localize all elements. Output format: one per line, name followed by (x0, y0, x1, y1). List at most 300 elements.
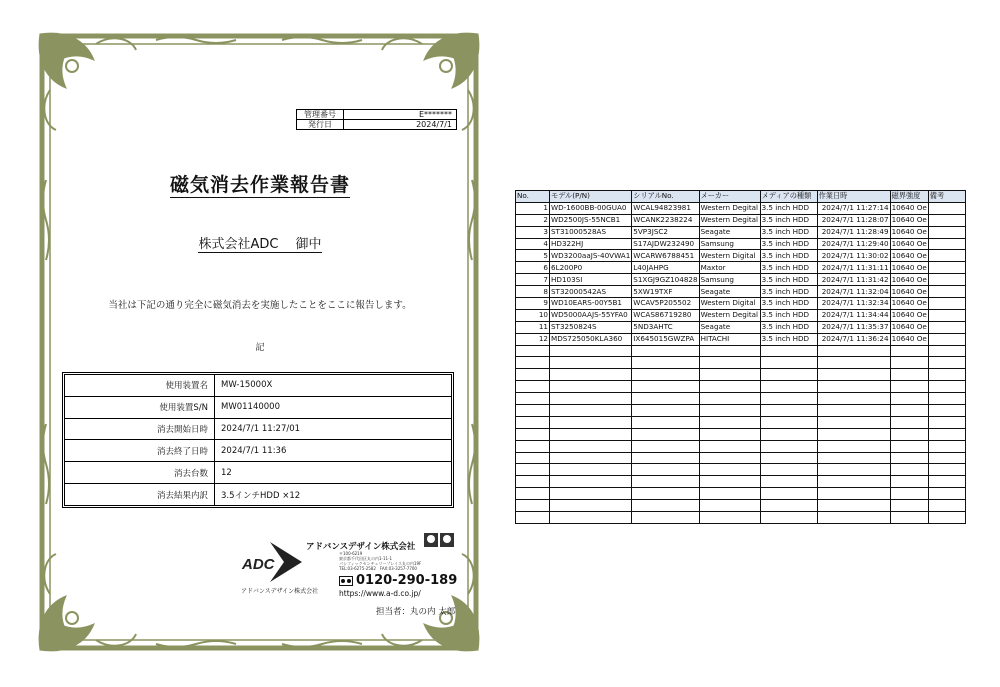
cell-datetime: 2024/7/1 11:31:11 (817, 262, 890, 274)
cell-maker: HITACHI (699, 333, 760, 345)
empty-cell (890, 381, 928, 393)
empty-cell (928, 345, 965, 357)
empty-cell (550, 416, 632, 428)
cell-serial: S17AJDW232490 (632, 238, 699, 250)
empty-cell (699, 393, 760, 405)
cell-field-strength: 10640 Oe (891, 286, 927, 296)
cell-remarks (928, 309, 965, 321)
cell-serial: 5XW19TXF (632, 286, 699, 298)
cell-no: 5 (516, 250, 550, 262)
empty-table-row (516, 369, 966, 381)
empty-cell (928, 405, 965, 417)
management-number-value: E******* (344, 110, 457, 120)
empty-cell (760, 500, 817, 512)
cell-no: 12 (516, 333, 550, 345)
empty-cell (817, 476, 890, 488)
cell-model: HD322HJ (550, 238, 632, 250)
empty-cell (699, 357, 760, 369)
empty-table-row (516, 416, 966, 428)
cell-model: ST31000528AS (550, 226, 632, 238)
management-info-table (296, 109, 457, 130)
issue-date-row (297, 120, 457, 130)
empty-table-row (516, 512, 966, 524)
empty-cell (760, 512, 817, 524)
cell-serial: 5VP3JSC2 (632, 226, 699, 238)
empty-cell (760, 476, 817, 488)
detail-label: 消去開始日時 (65, 418, 215, 440)
empty-cell (817, 369, 890, 381)
cell-maker: Seagate (699, 226, 760, 238)
cell-field-strength: 10640 Oe (891, 250, 927, 260)
empty-cell (760, 345, 817, 357)
cell-model: MDS725050KLA360 (550, 333, 632, 345)
empty-cell (699, 512, 760, 524)
detail-label: 消去結果内訳 (65, 484, 215, 506)
cell-datetime: 2024/7/1 11:27:14 (817, 202, 890, 214)
cell-datetime: 2024/7/1 11:28:49 (817, 226, 890, 238)
cell-serial: WCANK2238224 (632, 214, 699, 226)
empty-cell (760, 405, 817, 417)
detail-row (65, 418, 452, 440)
empty-cell (817, 452, 890, 464)
empty-cell (516, 345, 550, 357)
empty-cell (550, 381, 632, 393)
cell-datetime: 2024/7/1 11:34:44 (817, 309, 890, 321)
empty-cell (817, 464, 890, 476)
cell-remarks (928, 321, 965, 333)
empty-cell (928, 357, 965, 369)
empty-cell (928, 381, 965, 393)
cell-maker: Western Digital (699, 250, 760, 262)
empty-table-row (516, 488, 966, 500)
empty-cell (699, 345, 760, 357)
column-header-maker: メーカー (699, 191, 760, 203)
empty-cell (699, 500, 760, 512)
cell-media: 3.5 inch HDD (760, 250, 817, 262)
empty-cell (817, 512, 890, 524)
empty-cell (817, 357, 890, 369)
table-row (516, 250, 966, 262)
empty-cell (516, 512, 550, 524)
company-address (339, 551, 421, 571)
cell-media: 3.5 inch HDD (760, 321, 817, 333)
empty-cell (516, 416, 550, 428)
empty-cell (550, 476, 632, 488)
cell-remarks (928, 238, 965, 250)
empty-cell (928, 464, 965, 476)
empty-cell (632, 393, 699, 405)
empty-cell (516, 381, 550, 393)
empty-cell (760, 452, 817, 464)
cell-datetime: 2024/7/1 11:29:40 (817, 238, 890, 250)
empty-cell (817, 416, 890, 428)
table-row (516, 238, 966, 250)
cell-media: 3.5 inch HDD (760, 309, 817, 321)
cell-media: 3.5 inch HDD (760, 298, 817, 310)
issue-date-label: 発行日 (297, 120, 344, 130)
empty-cell (550, 452, 632, 464)
empty-cell (928, 452, 965, 464)
table-row (516, 226, 966, 238)
empty-cell (760, 464, 817, 476)
cell-remarks (928, 274, 965, 286)
empty-cell (890, 345, 928, 357)
empty-cell (516, 452, 550, 464)
cell-media: 3.5 inch HDD (760, 226, 817, 238)
cell-field-strength: 10640 Oe (891, 298, 927, 308)
cell-serial: L40JAHPG (632, 262, 699, 274)
empty-cell (699, 452, 760, 464)
device-list-body (516, 202, 966, 523)
detail-value: MW01140000 (215, 396, 452, 418)
addressee-wrap (0, 233, 520, 252)
cell-model: WD10EARS-00Y5B1 (550, 298, 632, 310)
cell-serial: WCARW6788451 (632, 250, 699, 262)
empty-cell (699, 381, 760, 393)
cell-serial: WCAS86719280 (632, 309, 699, 321)
empty-cell (817, 500, 890, 512)
cell-no: 3 (516, 226, 550, 238)
empty-cell (760, 416, 817, 428)
management-number-row (297, 110, 457, 120)
cell-no: 1 (516, 202, 550, 214)
cell-remarks (928, 333, 965, 345)
company-name: アドバンスデザイン株式会社 (306, 542, 416, 552)
empty-cell (699, 488, 760, 500)
cell-datetime: 2024/7/1 11:30:02 (817, 250, 890, 262)
empty-cell (760, 440, 817, 452)
empty-cell (928, 416, 965, 428)
empty-cell (699, 405, 760, 417)
empty-cell (632, 512, 699, 524)
empty-cell (632, 428, 699, 440)
empty-cell (516, 369, 550, 381)
empty-table-row (516, 452, 966, 464)
empty-cell (516, 464, 550, 476)
cell-datetime: 2024/7/1 11:28:07 (817, 214, 890, 226)
empty-cell (928, 428, 965, 440)
empty-cell (928, 512, 965, 524)
cell-datetime: 2024/7/1 11:31:42 (817, 274, 890, 286)
address-line: TEL:03-6275-2582 FAX:03-3257-7700 (339, 566, 417, 571)
cell-field-strength: 10640 Oe (891, 203, 927, 213)
empty-cell (550, 369, 632, 381)
empty-cell (550, 405, 632, 417)
empty-cell (817, 345, 890, 357)
cell-model: ST32000542AS (550, 286, 632, 298)
company-tel: 0120-290-189 (356, 573, 458, 588)
cell-maker: Samsung (699, 274, 760, 286)
cell-model: 6L200P0 (550, 262, 632, 274)
empty-cell (516, 405, 550, 417)
cell-model: HD103SI (550, 274, 632, 286)
free-dial-icon (339, 576, 353, 586)
detail-value: 12 (215, 462, 452, 484)
column-header-media: メディアの種類 (760, 191, 817, 203)
cell-remarks (928, 250, 965, 262)
empty-cell (928, 488, 965, 500)
cell-datetime: 2024/7/1 11:32:34 (817, 298, 890, 310)
empty-cell (928, 500, 965, 512)
empty-cell (632, 405, 699, 417)
detail-row (65, 462, 452, 484)
empty-cell (817, 381, 890, 393)
cell-no: 9 (516, 298, 550, 310)
issue-date-value: 2024/7/1 (344, 120, 457, 130)
empty-cell (632, 416, 699, 428)
empty-table-row (516, 428, 966, 440)
table-row (516, 321, 966, 333)
empty-cell (760, 393, 817, 405)
empty-cell (632, 345, 699, 357)
empty-cell (550, 428, 632, 440)
cell-datetime: 2024/7/1 11:32:04 (817, 286, 890, 298)
empty-cell (890, 393, 928, 405)
detail-value: 2024/7/1 11:36 (215, 440, 452, 462)
empty-cell (890, 440, 928, 452)
empty-table-row (516, 345, 966, 357)
empty-cell (516, 500, 550, 512)
empty-cell (550, 357, 632, 369)
management-number-label: 管理番号 (297, 110, 344, 120)
empty-cell (699, 464, 760, 476)
cell-datetime: 2024/7/1 11:35:37 (817, 321, 890, 333)
cell-field-strength: 10640 Oe (891, 322, 927, 332)
detail-row (65, 375, 452, 397)
cell-field-strength: 10640 Oe (891, 227, 927, 237)
person-in-charge: 担当者：丸の内 太郎 (376, 607, 456, 617)
cell-maker: Samsung (699, 238, 760, 250)
cell-field-strength: 10640 Oe (891, 334, 927, 344)
cell-no: 8 (516, 286, 550, 298)
detail-value: 3.5インチHDD ×12 (215, 484, 452, 506)
empty-cell (632, 500, 699, 512)
empty-cell (516, 357, 550, 369)
cell-no: 2 (516, 214, 550, 226)
empty-cell (817, 488, 890, 500)
empty-table-row (516, 500, 966, 512)
address-line: パシフィックセンチュリープレイス丸の内19F (339, 561, 422, 566)
table-row (516, 333, 966, 345)
cell-field-strength: 10640 Oe (891, 274, 927, 284)
empty-cell (550, 345, 632, 357)
empty-cell (890, 416, 928, 428)
empty-table-row (516, 476, 966, 488)
empty-cell (890, 405, 928, 417)
report-statement: 当社は下記の通り完全に磁気消去を実施したことをここに報告します。 (108, 300, 412, 311)
empty-cell (550, 393, 632, 405)
empty-cell (760, 381, 817, 393)
detail-row (65, 484, 452, 506)
detail-label: 消去台数 (65, 462, 215, 484)
empty-cell (550, 512, 632, 524)
table-row (516, 202, 966, 214)
empty-cell (890, 512, 928, 524)
cell-model: WD3200aaJS-40VWA1 (551, 250, 631, 260)
empty-table-row (516, 440, 966, 452)
empty-cell (890, 357, 928, 369)
empty-cell (550, 440, 632, 452)
cell-media: 3.5 inch HDD (760, 238, 817, 250)
empty-cell (516, 440, 550, 452)
cell-model: WD-1600BB-00GUA0 (550, 202, 632, 214)
empty-table-row (516, 381, 966, 393)
cell-maker: Western Degital (700, 310, 759, 320)
empty-cell (928, 393, 965, 405)
privacy-mark-icon (440, 532, 454, 546)
cell-remarks (928, 262, 965, 274)
detail-row (65, 396, 452, 418)
cell-serial: S1XGJ9GZ104828 (633, 274, 698, 284)
cell-media: 3.5 inch HDD (760, 333, 817, 345)
empty-cell (516, 488, 550, 500)
cell-maker: Seagate (699, 321, 760, 333)
empty-cell (890, 500, 928, 512)
column-header-serial: シリアルNo. (632, 191, 699, 203)
empty-cell (890, 452, 928, 464)
cell-no: 7 (516, 274, 550, 286)
cell-media: 3.5 inch HDD (760, 214, 817, 226)
table-row (516, 214, 966, 226)
empty-cell (760, 357, 817, 369)
adc-logo-subtitle: アドバンスデザイン株式会社 (241, 588, 319, 595)
cell-field-strength: 10640 Oe (891, 239, 927, 248)
cell-maker: Western Digital (699, 298, 760, 310)
empty-cell (632, 464, 699, 476)
detail-label: 使用装置名 (65, 375, 215, 397)
cell-field-strength: 10640 Oe (891, 215, 927, 225)
company-url: https://www.a-d.co.jp/ (339, 589, 421, 598)
empty-cell (516, 428, 550, 440)
column-header-no: No. (516, 191, 550, 203)
empty-table-row (516, 405, 966, 417)
cell-model: WD2500JS-55NCB1 (550, 214, 632, 226)
empty-cell (632, 369, 699, 381)
report-title: 磁気消去作業報告書 (169, 174, 350, 196)
empty-cell (760, 488, 817, 500)
empty-cell (928, 369, 965, 381)
detail-label: 使用装置S/N (65, 396, 215, 418)
detail-label: 消去終了日時 (65, 440, 215, 462)
cell-media: 3.5 inch HDD (760, 274, 817, 286)
empty-table-row (516, 464, 966, 476)
empty-cell (928, 440, 965, 452)
column-header-remarks: 備考 (928, 191, 965, 203)
cell-maker: Western Degital (700, 203, 759, 213)
empty-cell (550, 464, 632, 476)
cell-remarks (928, 298, 965, 310)
address-line: 東京都千代田区丸の内1-11-1 (339, 556, 393, 561)
empty-cell (890, 428, 928, 440)
cell-datetime: 2024/7/1 11:36:24 (817, 333, 890, 345)
cell-model: ST3250824S (550, 321, 632, 333)
adc-logo-icon (240, 540, 304, 584)
cell-media: 3.5 inch HDD (760, 202, 817, 214)
cell-model: WD5000AAJS-55YFA0 (550, 309, 632, 321)
empty-cell (817, 405, 890, 417)
addressee: 株式会社ADC 御中 (198, 237, 322, 252)
ki-mark: 記 (255, 343, 265, 353)
cell-media: 3.5 inch HDD (760, 262, 817, 274)
empty-cell (632, 440, 699, 452)
column-header-field-strength: 磁界強度 (890, 191, 928, 203)
empty-cell (632, 452, 699, 464)
certification-mark-icon (424, 532, 438, 546)
table-row (516, 309, 966, 321)
empty-cell (760, 369, 817, 381)
cell-no: 11 (516, 321, 550, 333)
device-list-header (516, 191, 966, 203)
empty-cell (516, 393, 550, 405)
cell-maker: Maxtor (699, 262, 760, 274)
detail-row (65, 440, 452, 462)
column-header-model: モデル(P/N) (550, 191, 632, 203)
empty-cell (760, 428, 817, 440)
cell-no: 10 (516, 309, 550, 321)
cell-serial: IX645015GWZPA (632, 333, 699, 345)
cell-no: 4 (516, 238, 550, 250)
empty-cell (928, 476, 965, 488)
cell-maker: Western Degital (700, 215, 759, 225)
empty-cell (890, 369, 928, 381)
report-title-wrap (0, 170, 520, 197)
empty-cell (890, 476, 928, 488)
detail-value: MW-15000X (215, 375, 452, 397)
cell-remarks (928, 214, 965, 226)
cell-field-strength: 10640 Oe (891, 310, 927, 320)
address-line: 〒100-6219 (339, 551, 363, 556)
empty-cell (550, 488, 632, 500)
adc-logo-text: ADC (242, 556, 275, 573)
cell-remarks (928, 286, 965, 298)
table-row (516, 298, 966, 310)
empty-cell (817, 440, 890, 452)
empty-cell (632, 488, 699, 500)
table-row (516, 286, 966, 298)
cell-no: 6 (516, 262, 550, 274)
empty-cell (890, 464, 928, 476)
empty-cell (699, 369, 760, 381)
empty-cell (632, 476, 699, 488)
empty-cell (817, 393, 890, 405)
empty-cell (516, 476, 550, 488)
device-list-table (515, 190, 966, 524)
empty-cell (632, 357, 699, 369)
cell-serial: 5ND3AHTC (632, 321, 699, 333)
cell-remarks (928, 202, 965, 214)
cell-remarks (928, 226, 965, 238)
empty-table-row (516, 357, 966, 369)
empty-cell (890, 488, 928, 500)
empty-cell (632, 381, 699, 393)
table-row (516, 274, 966, 286)
detail-value: 2024/7/1 11:27/01 (215, 418, 452, 440)
empty-cell (699, 428, 760, 440)
table-row (516, 262, 966, 274)
cell-maker: Seagate (699, 286, 760, 298)
empty-table-row (516, 393, 966, 405)
column-header-datetime: 作業日時 (817, 191, 890, 203)
empty-cell (699, 476, 760, 488)
empty-cell (699, 440, 760, 452)
erasure-details-table (62, 372, 454, 508)
empty-cell (817, 428, 890, 440)
cell-serial: WCAV5P205502 (632, 298, 699, 310)
empty-cell (699, 416, 760, 428)
cell-field-strength: 10640 Oe (891, 262, 927, 272)
cell-serial: WCAL94823981 (632, 202, 699, 214)
empty-cell (550, 500, 632, 512)
